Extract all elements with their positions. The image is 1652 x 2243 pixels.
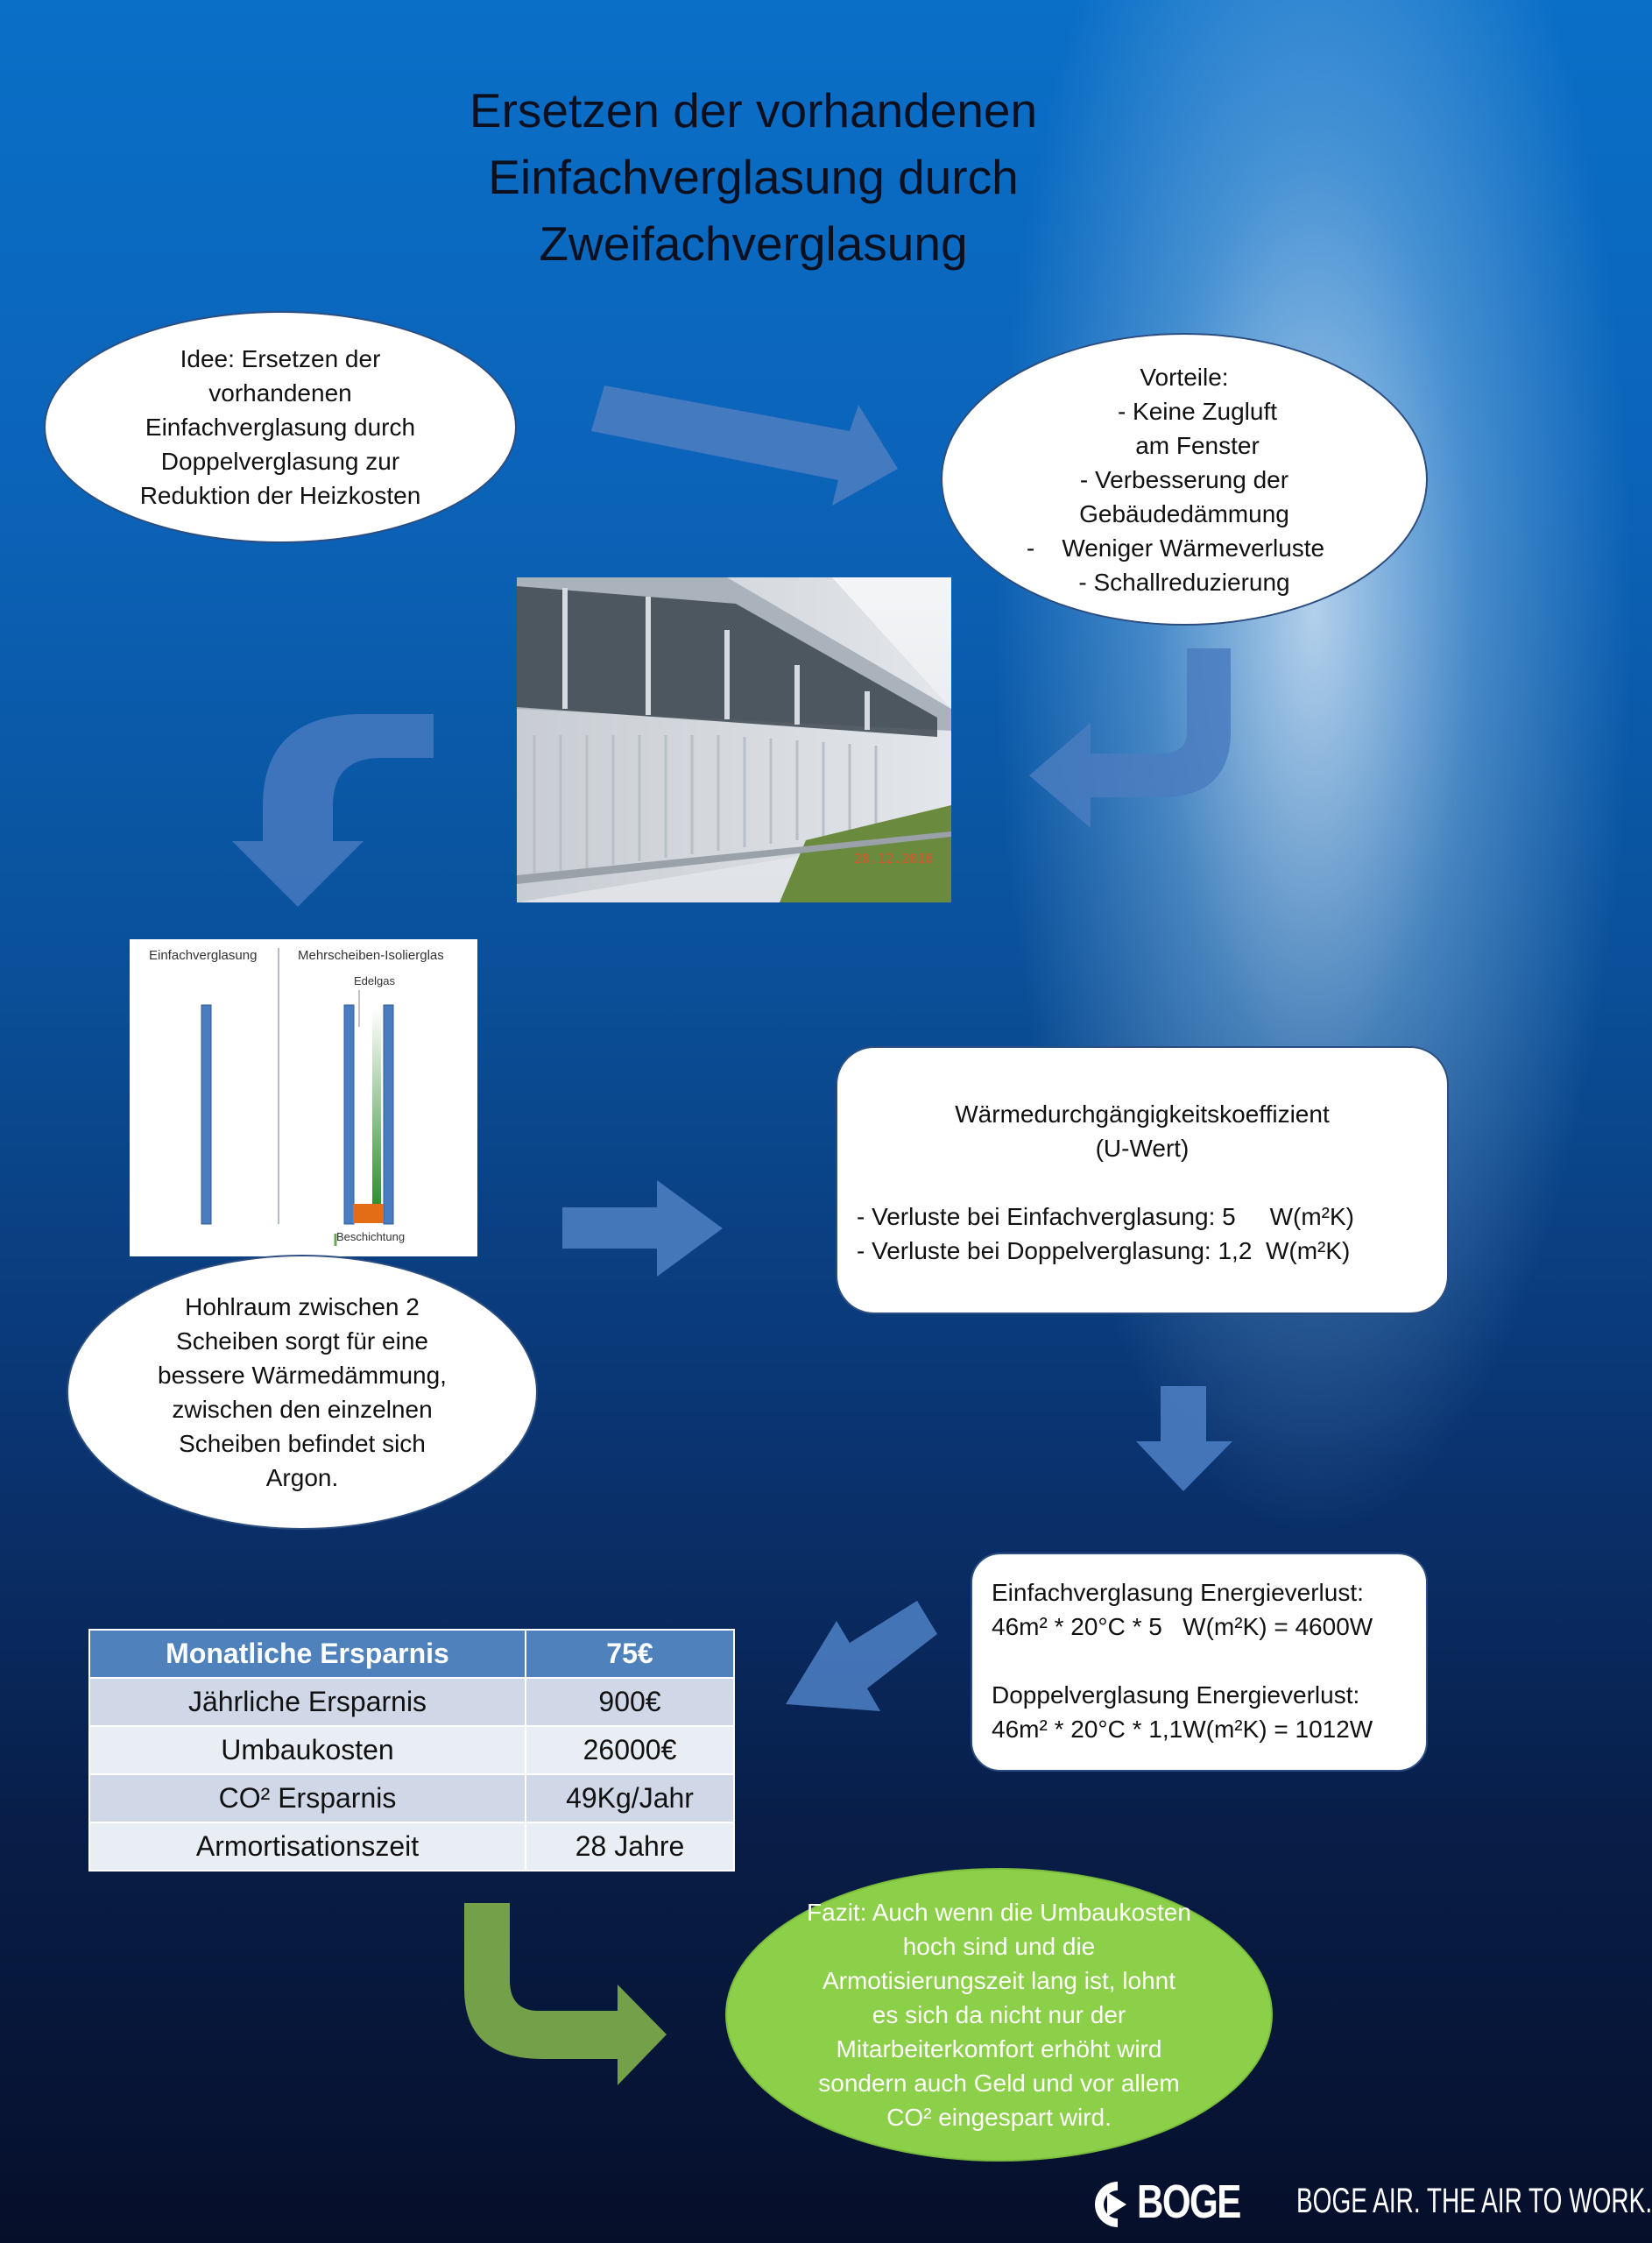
title-line-3: Zweifachverglasung: [539, 216, 968, 271]
table-row: [89, 1726, 734, 1774]
arrow-curve-left-icon: [1029, 644, 1239, 828]
vorteile-item: - Keine Zugluft am Fenster: [1117, 397, 1278, 459]
glazing-cross-section: [130, 939, 477, 1256]
table-cell-value: 49Kg/Jahr: [526, 1774, 734, 1822]
uwert-heading: Wärmedurchgängigkeitskoeffizient: [955, 1100, 1330, 1128]
table-cell-value: 900€: [526, 1678, 734, 1726]
table-cell-value: 28 Jahre: [526, 1822, 734, 1871]
table-cell-value: 26000€: [526, 1726, 734, 1774]
energieverlust-box: [971, 1553, 1428, 1772]
energie-einfach-heading: Einfachverglasung Energieverlust:: [992, 1579, 1364, 1606]
label-beschichtung: Beschichtung: [336, 1230, 406, 1243]
title-line-1: Ersetzen der vorhandenen: [469, 83, 1038, 138]
label-mehrscheiben: Mehrscheiben-Isolierglas: [298, 948, 444, 963]
table-cell-label: CO² Ersparnis: [89, 1774, 526, 1822]
table-row: [89, 1774, 734, 1822]
table-cell-value: 75€: [526, 1630, 734, 1678]
arrow-down-icon: [1134, 1384, 1235, 1494]
table-cell-label: Umbaukosten: [89, 1726, 526, 1774]
uwert-box: [836, 1046, 1449, 1314]
uwert-subheading: (U-Wert): [1095, 1135, 1190, 1162]
hohlraum-ellipse: [67, 1255, 538, 1530]
table-row: [89, 1678, 734, 1726]
label-einfachverglasung: Einfachverglasung: [149, 948, 258, 963]
table-cell-label: Monatliche Ersparnis: [89, 1630, 526, 1678]
arrow-right-diagonal-icon: [587, 368, 911, 517]
building-photo: [517, 577, 951, 902]
page-title: [377, 77, 1130, 277]
vorteile-heading: Vorteile:: [1140, 363, 1229, 391]
vorteile-item: - Schallreduzierung: [1078, 568, 1290, 596]
vorteile-item: - Weniger Wärmeverluste: [1026, 534, 1325, 562]
boge-logo-icon: [1093, 2178, 1137, 2231]
table-row: [89, 1630, 734, 1678]
uwert-line-doppel: - Verluste bei Doppelverglasung: 1,2 W(m²K): [857, 1237, 1351, 1264]
table-cell-label: Armortisationszeit: [89, 1822, 526, 1871]
arrow-right-icon: [561, 1178, 727, 1279]
arrow-curve-down-left-icon: [250, 710, 442, 911]
hohlraum-text: Hohlraum zwischen 2 Scheiben sorgt für eine bessere Wärmedämmung, zwischen den einzelnen Scheiben befindet sich Argon.: [158, 1293, 447, 1491]
arrow-curve-right-green-icon: [460, 1901, 670, 2090]
vorteile-item: - Verbesserung der Gebäudedämmung: [1079, 465, 1289, 527]
vorteile-list: [1000, 360, 1368, 599]
table-row: [89, 1822, 734, 1871]
boge-slogan: BOGE AIR. THE AIR TO WORK.: [1296, 2182, 1652, 2220]
fazit-ellipse: [725, 1868, 1273, 2162]
energie-doppel-formula: 46m² * 20°C * 1,1W(m²K) = 1012W: [992, 1716, 1373, 1743]
fazit-text: Fazit: Auch wenn die Umbaukosten hoch sind und die Armotisierungszeit lang ist, lohnt es sich da nicht nur der Mitarbeiterkomfort erhöht wird sondern auch Geld und vor allem CO² eingespart wird.: [807, 1899, 1191, 2131]
idea-text: Idee: Ersetzen der vorhandenen Einfachverglasung durch Doppelverglasung zur Reduktion der Heizkosten: [139, 345, 421, 509]
boge-logo-text: BOGE: [1137, 2176, 1240, 2228]
photo-timestamp: 20.12.2018: [854, 851, 934, 867]
vorteile-ellipse: [941, 333, 1428, 626]
title-line-2: Einfachverglasung durch: [488, 150, 1019, 204]
glazing-diagram: [130, 939, 477, 1256]
arrow-down-left-icon: [784, 1599, 942, 1726]
energie-doppel-heading: Doppelverglasung Energieverlust:: [992, 1681, 1360, 1709]
idea-ellipse: [44, 311, 517, 543]
energie-einfach-formula: 46m² * 20°C * 5 W(m²K) = 4600W: [992, 1613, 1373, 1640]
savings-table: [88, 1629, 735, 1872]
uwert-line-einfach: - Verluste bei Einfachverglasung: 5 W(m²K): [857, 1203, 1354, 1230]
table-cell-label: Jährliche Ersparnis: [89, 1678, 526, 1726]
label-edelgas: Edelgas: [354, 974, 395, 987]
